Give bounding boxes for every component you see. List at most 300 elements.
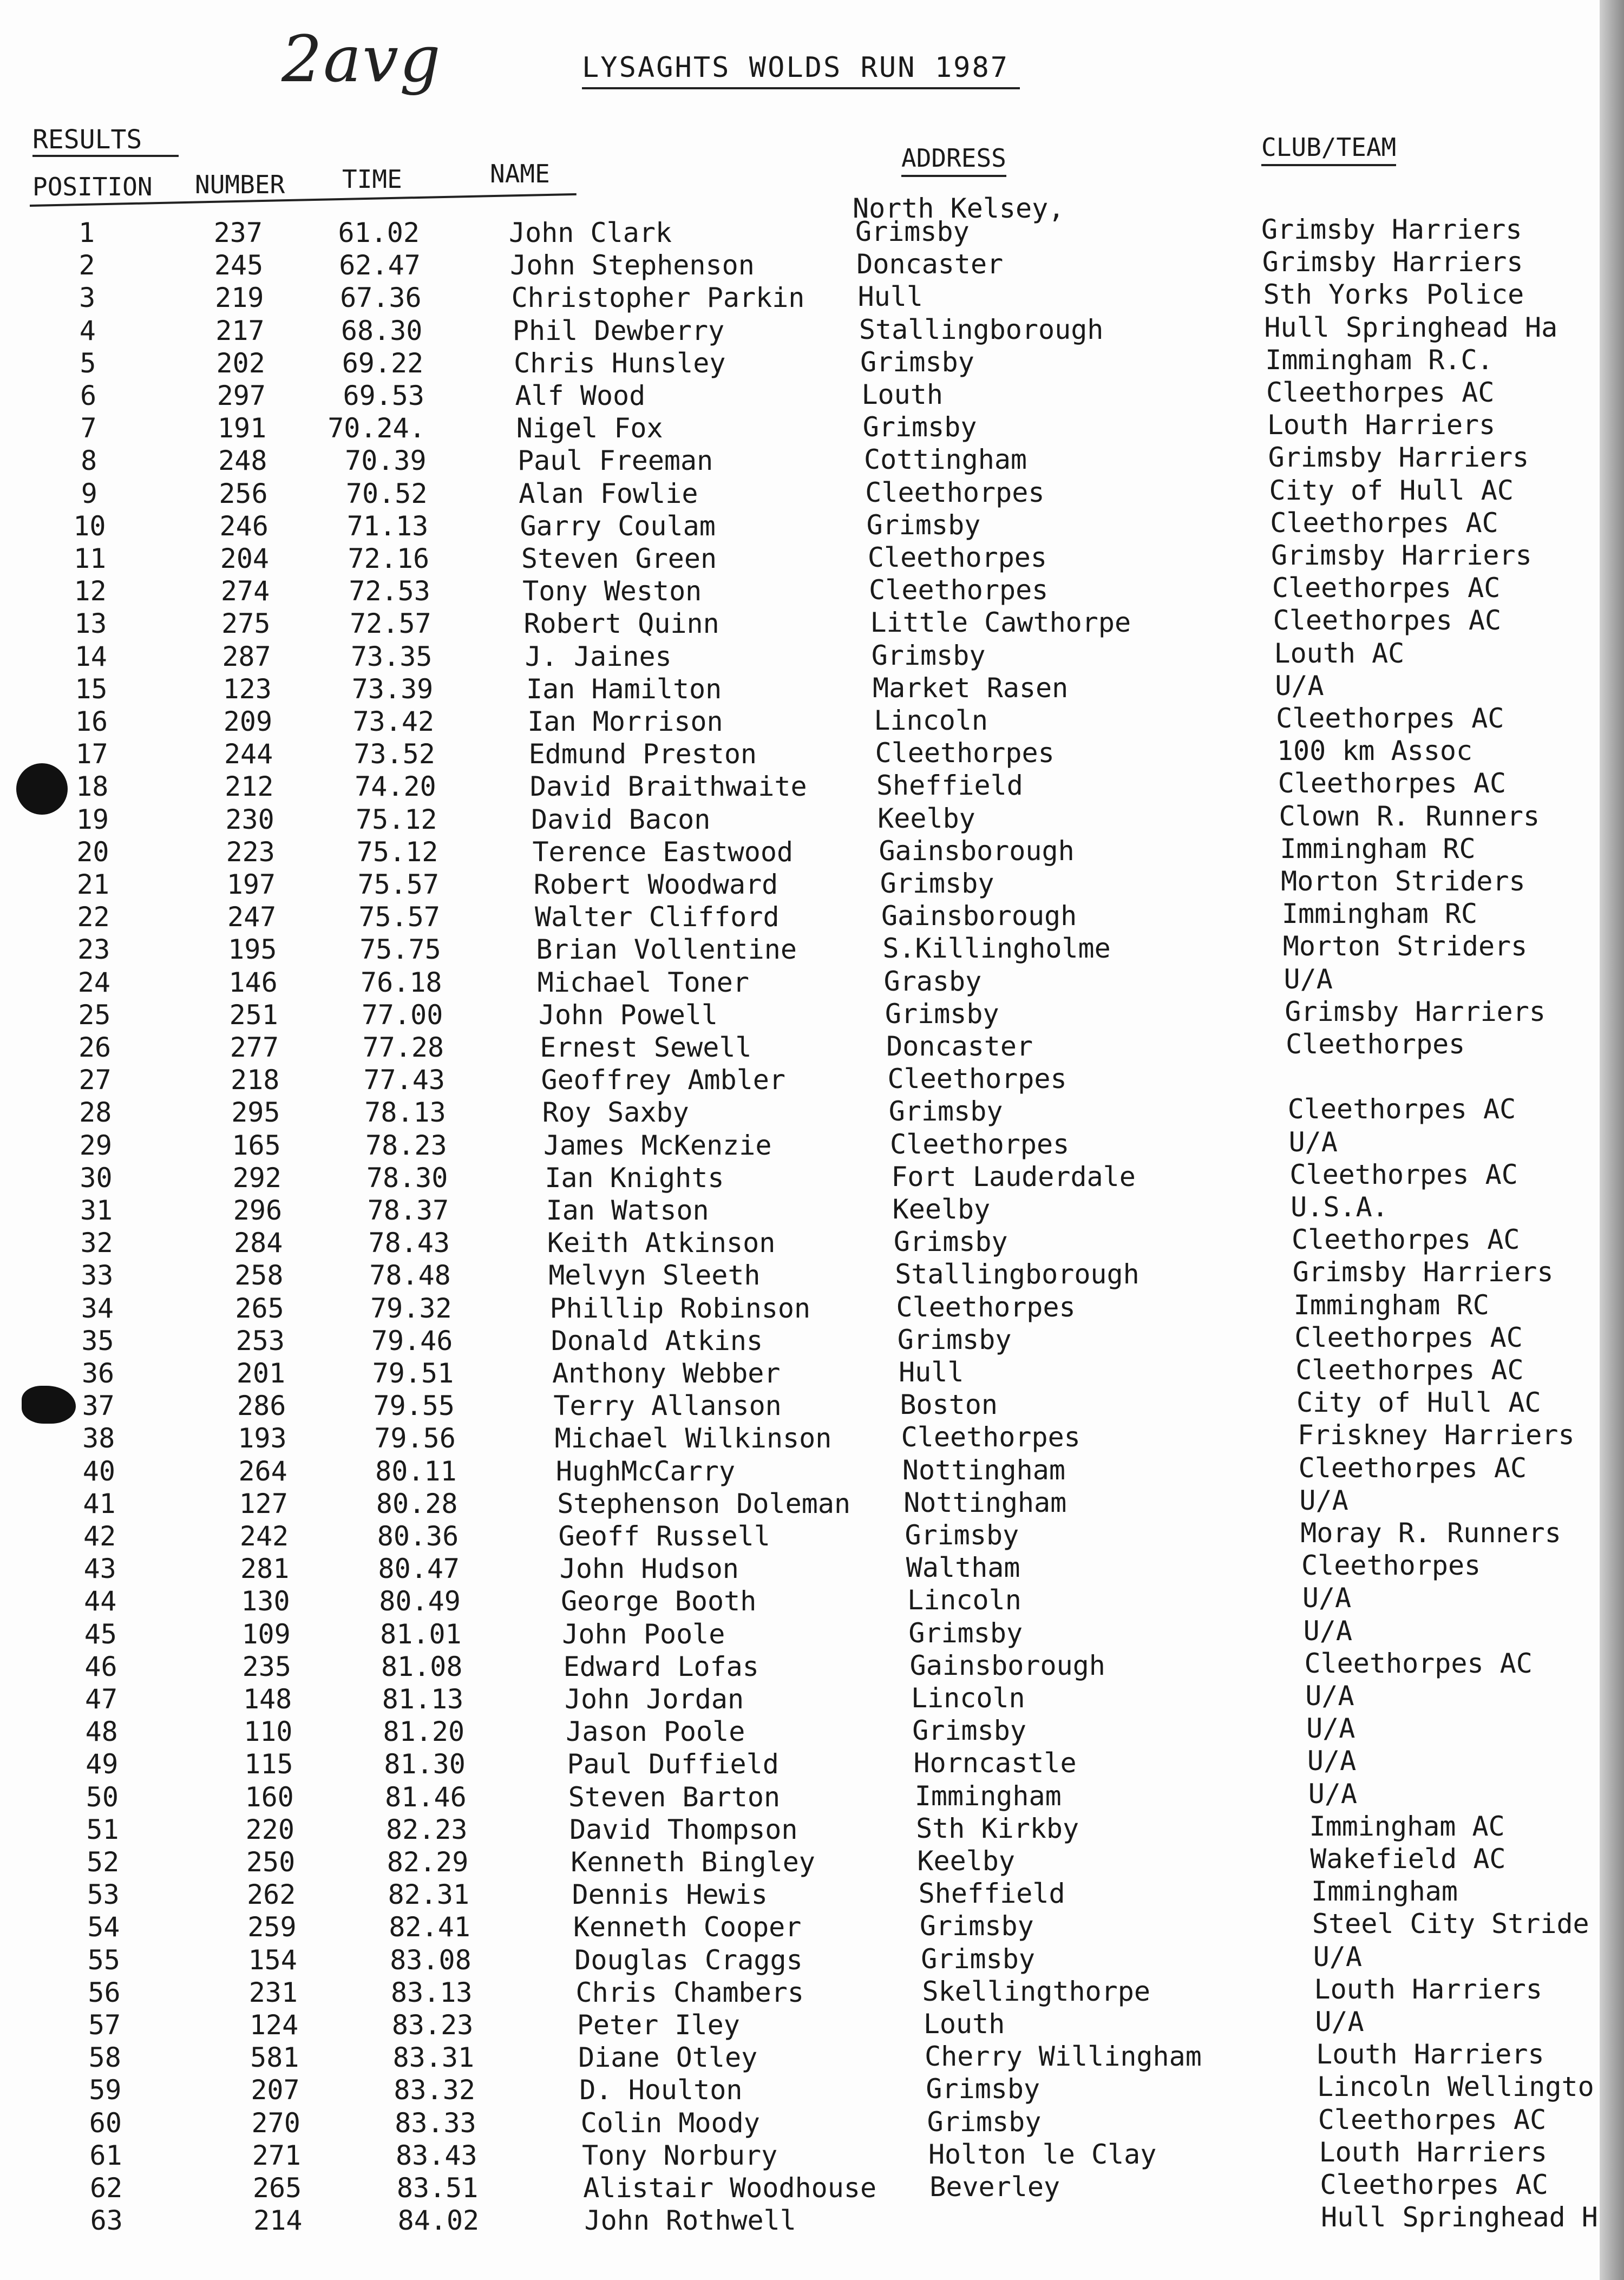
- name-cell: Michael Toner: [537, 966, 749, 998]
- number-cell: 250: [246, 1846, 296, 1878]
- position-cell: 15: [75, 673, 108, 705]
- table-row: [0, 1680, 1624, 1715]
- time-cell: 75.12: [355, 803, 437, 835]
- number-cell: 259: [247, 1911, 297, 1943]
- time-cell: 83.23: [391, 2009, 474, 2041]
- address-cell: Grimsby: [860, 346, 974, 378]
- position-cell: 59: [89, 2074, 122, 2106]
- address-cell: Cottingham: [864, 444, 1027, 476]
- time-cell: 81.08: [381, 1650, 463, 1682]
- club-cell: Immingham RC: [1293, 1289, 1489, 1321]
- table-row: [0, 1321, 1624, 1357]
- club-cell: Cleethorpes AC: [1266, 377, 1495, 408]
- club-cell: Immingham R.C.: [1265, 344, 1494, 376]
- table-row: [0, 1715, 1624, 1748]
- club-cell: Moray R. Runners: [1300, 1517, 1561, 1549]
- club-cell: Cleethorpes AC: [1289, 1158, 1518, 1190]
- club-cell: U/A: [1284, 963, 1333, 995]
- number-cell: 115: [244, 1748, 293, 1780]
- club-cell: Grimsby Harriers: [1262, 246, 1523, 278]
- position-cell: 60: [89, 2107, 122, 2139]
- time-cell: 79.46: [371, 1325, 453, 1357]
- position-cell: 18: [76, 771, 109, 803]
- club-cell: Grimsby Harriers: [1271, 540, 1532, 571]
- address-cell: Cleethorpes: [901, 1421, 1081, 1453]
- table-row: [0, 670, 1624, 705]
- position-cell: 8: [81, 445, 97, 477]
- document-title: LYSAGHTS WOLDS RUN 1987: [582, 51, 1020, 89]
- table-row: [0, 800, 1624, 836]
- table-row: [0, 2204, 1624, 2237]
- name-cell: Jason Poole: [566, 1716, 745, 1748]
- time-cell: 78.13: [364, 1097, 446, 1129]
- name-cell: Ian Hamilton: [526, 673, 722, 705]
- name-cell: Stephenson Doleman: [557, 1488, 851, 1519]
- position-cell: 21: [76, 869, 110, 900]
- number-cell: 191: [217, 412, 267, 444]
- club-cell: U/A: [1307, 1745, 1357, 1777]
- table-row: [0, 1810, 1624, 1846]
- position-cell: 37: [82, 1390, 115, 1422]
- address-cell: Hull: [899, 1357, 964, 1388]
- address-cell: S.Killingholme: [882, 933, 1111, 965]
- club-cell: U/A: [1306, 1713, 1355, 1745]
- name-cell: Anthony Webber: [552, 1358, 781, 1389]
- time-cell: 74.20: [355, 771, 436, 803]
- position-cell: 31: [80, 1195, 113, 1226]
- number-cell: 124: [249, 2009, 299, 2041]
- position-cell: 40: [82, 1455, 115, 1487]
- number-cell: 286: [237, 1390, 286, 1422]
- club-cell: Cleethorpes AC: [1295, 1354, 1524, 1386]
- position-cell: 50: [86, 1781, 119, 1813]
- table-row: [0, 705, 1624, 738]
- position-cell: 9: [81, 477, 97, 509]
- club-cell: Grimsby Harriers: [1261, 214, 1522, 245]
- time-cell: 83.33: [395, 2107, 476, 2139]
- address-cell: Gainsborough: [909, 1649, 1105, 1681]
- time-cell: 75.57: [357, 869, 440, 900]
- number-cell: 195: [228, 934, 277, 966]
- position-cell: 32: [80, 1227, 113, 1259]
- position-cell: 42: [83, 1521, 116, 1552]
- table-row: [0, 1387, 1624, 1422]
- number-cell: 209: [223, 706, 273, 737]
- number-cell: 292: [232, 1162, 281, 1194]
- name-cell: Edward Lofas: [563, 1650, 759, 1682]
- table-row: [0, 735, 1624, 770]
- address-cell: Grimsby: [905, 1519, 1019, 1551]
- table-row: [0, 933, 1624, 966]
- position-cell: 48: [85, 1716, 118, 1748]
- name-cell: Alan Fowlie: [519, 477, 698, 509]
- table-row: [0, 1552, 1624, 1585]
- number-cell: 256: [219, 477, 268, 509]
- time-cell: 80.49: [379, 1585, 461, 1617]
- club-cell: U/A: [1302, 1582, 1352, 1614]
- time-cell: 79.55: [373, 1390, 455, 1422]
- address-cell: Gainsborough: [879, 835, 1075, 867]
- number-cell: 148: [243, 1683, 292, 1715]
- position-cell: 33: [81, 1260, 114, 1292]
- club-cell: Louth AC: [1274, 637, 1405, 669]
- name-cell: Phil Dewberry: [512, 315, 725, 346]
- name-cell: Donald Atkins: [551, 1325, 763, 1357]
- name-cell: Melvyn Sleeth: [548, 1260, 761, 1292]
- address-cell: Stallingborough: [895, 1259, 1140, 1290]
- table-row: [0, 1973, 1624, 2009]
- address-cell: Grimsby: [871, 639, 986, 671]
- club-cell: Morton Striders: [1281, 866, 1525, 897]
- number-cell: 274: [220, 575, 270, 607]
- position-cell: 51: [86, 1813, 119, 1845]
- time-cell: 78.48: [369, 1260, 451, 1292]
- address-cell: Keelby: [878, 802, 975, 834]
- table-row: [0, 1615, 1624, 1650]
- position-cell: 16: [75, 706, 108, 737]
- name-cell: Ian Watson: [546, 1195, 709, 1226]
- table-row: [0, 214, 1624, 249]
- table-row: [0, 409, 1624, 444]
- results-label: RESULTS: [32, 125, 179, 157]
- time-cell: 81.20: [383, 1716, 465, 1748]
- club-cell: U/A: [1303, 1615, 1352, 1647]
- number-cell: 247: [227, 901, 277, 933]
- club-cell: Louth Harriers: [1319, 2136, 1547, 2168]
- time-cell: 79.56: [374, 1423, 456, 1455]
- time-cell: 81.13: [382, 1683, 464, 1715]
- position-cell: 6: [80, 380, 97, 411]
- club-cell: City of Hull AC: [1269, 474, 1514, 506]
- time-cell: 76.18: [361, 966, 442, 998]
- club-cell: Louth Harriers: [1314, 1973, 1542, 2005]
- number-cell: 154: [248, 1944, 297, 1976]
- table-row: [0, 963, 1624, 999]
- club-cell: Sth Yorks Police: [1263, 279, 1524, 311]
- club-cell: U/A: [1299, 1484, 1348, 1516]
- time-cell: 70.24.: [328, 412, 425, 444]
- number-cell: 295: [231, 1097, 280, 1129]
- address-cell: Sheffield: [876, 770, 1023, 802]
- table-row: [0, 2104, 1624, 2139]
- position-cell: 61: [89, 2139, 122, 2171]
- number-cell: 217: [215, 315, 265, 346]
- number-cell: 253: [235, 1325, 285, 1357]
- number-cell: 127: [239, 1488, 288, 1519]
- number-cell: 248: [218, 445, 267, 477]
- table-row: [0, 246, 1624, 281]
- number-cell: 237: [213, 217, 263, 248]
- name-cell: Paul Freeman: [518, 445, 713, 477]
- name-cell: Geoffrey Ambler: [541, 1064, 786, 1096]
- position-cell: 27: [78, 1064, 112, 1096]
- position-cell: 14: [74, 640, 107, 672]
- table-row: [0, 1517, 1624, 1552]
- club-cell: U/A: [1315, 2006, 1364, 2037]
- time-cell: 82.41: [389, 1911, 470, 1943]
- position-cell: 47: [84, 1683, 118, 1715]
- club-cell: Cleethorpes AC: [1318, 2104, 1547, 2135]
- table-row: [0, 1778, 1624, 1813]
- time-cell: 79.51: [372, 1358, 454, 1389]
- table-row: [0, 868, 1624, 901]
- number-cell: 264: [238, 1455, 287, 1487]
- position-cell: 3: [79, 282, 96, 314]
- name-cell: David Braithwaite: [529, 771, 807, 803]
- number-cell: 193: [238, 1423, 287, 1455]
- name-cell: Walter Clifford: [535, 901, 780, 933]
- address-cell: Grimsby: [880, 868, 994, 899]
- position-cell: 19: [76, 803, 109, 835]
- name-cell: John Clark: [509, 217, 672, 248]
- time-cell: 81.46: [385, 1781, 467, 1813]
- table-row: [0, 572, 1624, 607]
- time-cell: 72.57: [350, 608, 431, 640]
- position-cell: 28: [79, 1097, 112, 1129]
- name-cell: Tony Norbury: [581, 2139, 778, 2171]
- position-cell: 24: [77, 966, 110, 998]
- position-cell: 53: [87, 1879, 120, 1911]
- club-cell: Immingham: [1311, 1876, 1458, 1908]
- table-row: [0, 1191, 1624, 1227]
- address-cell: Grimsby: [927, 2106, 1042, 2138]
- position-cell: 34: [81, 1292, 114, 1324]
- name-cell: Robert Woodward: [533, 869, 778, 900]
- name-cell: Terence Eastwood: [532, 836, 794, 868]
- number-cell: 130: [241, 1585, 290, 1617]
- address-cell: Louth: [861, 379, 943, 410]
- address-cell: Hull: [857, 281, 923, 313]
- name-cell: George Booth: [561, 1585, 757, 1617]
- address-cell: Grimsby: [866, 509, 981, 541]
- number-cell: 284: [234, 1227, 283, 1259]
- number-cell: 258: [234, 1260, 284, 1292]
- number-cell: 218: [230, 1064, 280, 1096]
- position-cell: 36: [81, 1358, 115, 1389]
- number-cell: 235: [242, 1650, 291, 1682]
- position-cell: 56: [88, 1976, 121, 2008]
- table-row: [0, 1354, 1624, 1390]
- address-cell: Cherry Willingham: [925, 2041, 1202, 2073]
- time-cell: 83.31: [392, 2042, 475, 2074]
- time-cell: 73.35: [350, 640, 433, 672]
- header-club: CLUB/TEAM: [1261, 133, 1396, 166]
- address-cell: Cleethorpes: [867, 542, 1047, 573]
- name-cell: Edmund Preston: [528, 738, 757, 770]
- address-cell: Keelby: [917, 1845, 1015, 1877]
- address-cell: Keelby: [892, 1194, 991, 1225]
- club-cell: Immingham AC: [1309, 1810, 1505, 1842]
- club-cell: Cleethorpes AC: [1304, 1647, 1533, 1679]
- address-cell: Cleethorpes: [887, 1063, 1067, 1095]
- position-cell: 43: [83, 1553, 116, 1585]
- name-cell: Michael Wilkinson: [554, 1423, 832, 1455]
- number-cell: 244: [224, 738, 273, 770]
- address-cell: Louth: [923, 2008, 1005, 2040]
- club-cell: 100 km Assoc: [1276, 735, 1473, 767]
- table-row: [0, 1419, 1624, 1455]
- name-cell: Peter Iley: [577, 2009, 740, 2041]
- table-row: [0, 1878, 1624, 1911]
- position-cell: 54: [87, 1911, 120, 1943]
- club-cell: U/A: [1275, 670, 1324, 702]
- time-cell: 75.12: [356, 836, 438, 868]
- table-row: [0, 1843, 1624, 1878]
- position-cell: 29: [79, 1129, 112, 1161]
- club-cell: Lincoln Wellingto: [1317, 2071, 1594, 2103]
- name-cell: John Stephenson: [510, 250, 755, 281]
- address-cell: Market Rasen: [873, 672, 1069, 704]
- name-cell: Steven Barton: [568, 1781, 781, 1813]
- club-cell: Grimsby Harriers: [1268, 442, 1529, 474]
- address-overflow: North Kelsey,: [853, 193, 1065, 224]
- number-cell: 123: [222, 673, 272, 705]
- address-cell: Doncaster: [886, 1031, 1033, 1062]
- position-cell: 57: [88, 2009, 121, 2041]
- position-cell: 11: [73, 543, 107, 574]
- address-cell: Cleethorpes: [896, 1291, 1076, 1323]
- name-cell: HughMcCarry: [555, 1455, 736, 1487]
- table-row: [0, 1028, 1624, 1064]
- table-row: [0, 637, 1624, 673]
- time-cell: 69.53: [343, 380, 425, 411]
- number-cell: 262: [247, 1879, 296, 1911]
- table-row: [0, 2136, 1624, 2172]
- position-cell: 63: [90, 2205, 123, 2237]
- club-cell: Cleethorpes AC: [1298, 1452, 1527, 1484]
- address-cell: Cleethorpes: [869, 574, 1049, 606]
- table-row: [0, 444, 1624, 477]
- club-cell: Cleethorpes AC: [1273, 605, 1502, 637]
- name-cell: Paul Duffield: [567, 1748, 779, 1780]
- name-cell: Douglas Craggs: [574, 1944, 803, 1976]
- table-row: [0, 542, 1624, 575]
- address-cell: Sth Kirkby: [916, 1812, 1079, 1844]
- number-cell: 281: [240, 1553, 290, 1585]
- address-cell: Grimsby: [862, 411, 977, 443]
- address-cell: Grimsby: [919, 1910, 1034, 1942]
- club-cell: U.S.A.: [1291, 1191, 1389, 1223]
- club-cell: Immingham RC: [1280, 833, 1476, 864]
- time-cell: 77.00: [361, 999, 443, 1031]
- address-cell: Lincoln: [874, 705, 988, 736]
- name-cell: Tony Weston: [522, 575, 702, 607]
- address-cell: Grimsby: [897, 1324, 1012, 1355]
- time-cell: 83.43: [396, 2139, 477, 2171]
- time-cell: 69.22: [342, 347, 424, 379]
- number-cell: 265: [235, 1292, 284, 1324]
- name-cell: J. Jaines: [525, 640, 672, 672]
- name-cell: Ian Knights: [545, 1162, 724, 1194]
- table-row: [0, 1452, 1624, 1488]
- number-cell: 201: [236, 1358, 286, 1389]
- address-cell: Lincoln: [911, 1682, 1025, 1714]
- position-cell: 2: [78, 250, 95, 281]
- name-cell: Steven Green: [521, 543, 717, 574]
- address-cell: Fort Lauderdale: [891, 1161, 1136, 1193]
- time-cell: 83.13: [391, 1976, 473, 2008]
- time-cell: 70.52: [345, 477, 428, 509]
- position-cell: 49: [86, 1748, 119, 1780]
- name-cell: Terry Allanson: [553, 1390, 782, 1422]
- club-cell: Cleethorpes AC: [1278, 768, 1507, 800]
- club-cell: City of Hull AC: [1296, 1387, 1541, 1419]
- name-cell: Garry Coulam: [520, 510, 716, 542]
- address-cell: Beverley: [929, 2171, 1060, 2203]
- time-cell: 78.37: [367, 1195, 449, 1226]
- position-cell: 58: [88, 2042, 121, 2074]
- table-row: [0, 1093, 1624, 1129]
- number-cell: 265: [252, 2172, 302, 2204]
- name-cell: Roy Saxby: [542, 1097, 689, 1129]
- time-cell: 75.75: [359, 934, 441, 966]
- time-cell: 72.53: [349, 575, 430, 607]
- time-cell: 73.52: [353, 738, 435, 770]
- club-cell: Steel City Stride: [1312, 1908, 1589, 1940]
- time-cell: 82.29: [387, 1846, 469, 1878]
- address-cell: Nottingham: [903, 1486, 1067, 1518]
- time-cell: 83.51: [396, 2172, 479, 2204]
- name-cell: Phillip Robinson: [549, 1292, 811, 1324]
- number-cell: 219: [215, 282, 264, 314]
- header-address: ADDRESS: [901, 143, 1006, 177]
- name-cell: David Bacon: [531, 803, 711, 835]
- club-cell: Cleethorpes: [1286, 1028, 1465, 1060]
- position-cell: 44: [84, 1585, 117, 1617]
- position-cell: 62: [90, 2172, 123, 2204]
- number-cell: 271: [252, 2139, 302, 2171]
- address-cell: Little Cawthorpe: [870, 607, 1131, 639]
- club-cell: Cleethorpes AC: [1276, 703, 1504, 734]
- address-cell: Cleethorpes: [875, 737, 1055, 769]
- position-cell: 38: [82, 1423, 115, 1455]
- position-cell: 12: [74, 575, 107, 607]
- number-cell: 204: [220, 543, 270, 574]
- time-cell: 67.36: [340, 282, 422, 314]
- name-cell: Ernest Sewell: [540, 1032, 752, 1063]
- time-cell: 83.32: [394, 2074, 475, 2106]
- number-cell: 251: [229, 999, 278, 1031]
- name-cell: Dennis Hewis: [572, 1879, 768, 1911]
- club-cell: U/A: [1313, 1941, 1363, 1973]
- club-cell: Clown R. Runners: [1279, 800, 1540, 832]
- name-cell: David Thompson: [569, 1813, 798, 1845]
- address-cell: Grimsby: [885, 998, 999, 1030]
- name-cell: Alf Wood: [515, 380, 646, 411]
- address-cell: Grimsby: [912, 1715, 1026, 1747]
- name-cell: Brian Vollentine: [536, 934, 797, 966]
- number-cell: 270: [251, 2107, 300, 2139]
- club-cell: Grimsby Harriers: [1292, 1256, 1554, 1288]
- address-cell: Grimsby: [888, 1096, 1003, 1128]
- position-cell: 30: [80, 1162, 113, 1194]
- position-cell: 35: [81, 1325, 114, 1357]
- number-cell: 146: [228, 966, 278, 998]
- position-cell: 10: [73, 510, 106, 542]
- table-row: [0, 1941, 1624, 1976]
- position-cell: 4: [79, 315, 96, 346]
- address-cell: Holton le Clay: [928, 2138, 1157, 2170]
- address-cell: Sheffield: [918, 1878, 1065, 1910]
- club-cell: Cleethorpes AC: [1291, 1224, 1520, 1256]
- address-cell: Grimsby: [908, 1617, 1023, 1649]
- table-row: [0, 311, 1624, 347]
- table-row: [0, 833, 1624, 868]
- name-cell: John Poole: [562, 1618, 725, 1650]
- table-row: [0, 1289, 1624, 1325]
- table-row: [0, 607, 1624, 640]
- position-cell: 7: [80, 412, 97, 444]
